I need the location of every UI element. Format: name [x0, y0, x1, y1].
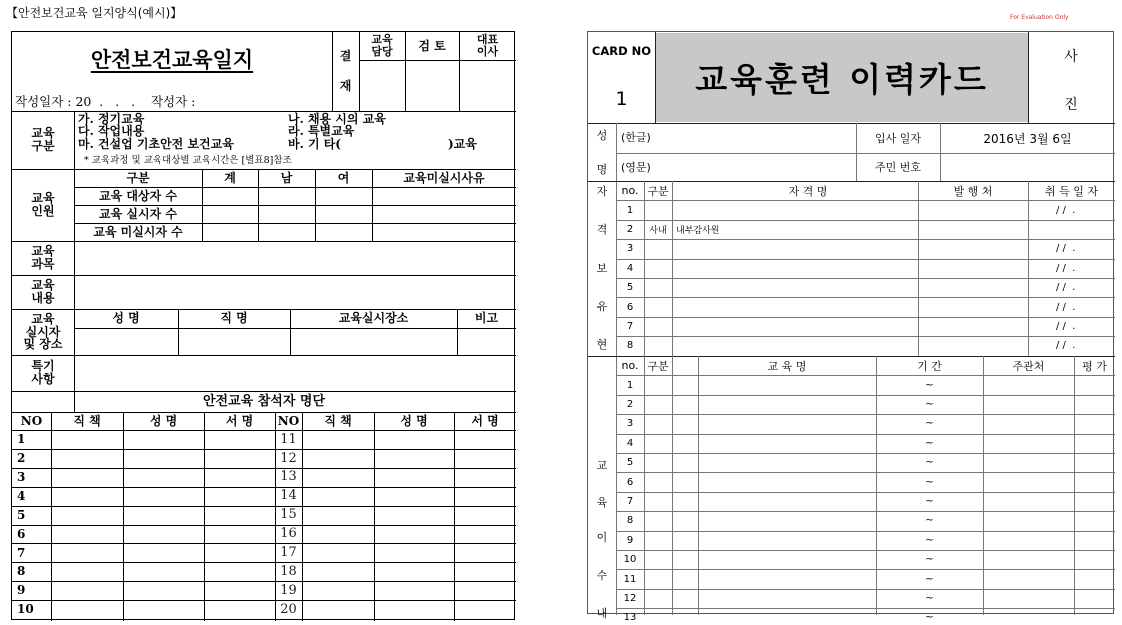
people-head-total: 계 [224, 170, 236, 185]
edu-row-no: 8 [626, 515, 634, 527]
instructor-head-name: 성 명 [112, 311, 140, 326]
edu-row-period[interactable]: ~ [925, 534, 934, 546]
roster-cell-sign[interactable] [454, 543, 516, 562]
edu-row-period[interactable]: ~ [925, 515, 934, 527]
roster-no-left: 5 [17, 507, 26, 522]
roster-cell-name[interactable] [123, 525, 204, 544]
cert-row-no: 5 [626, 282, 634, 294]
roster-cell-name[interactable] [123, 449, 204, 468]
roster-no-right: 12 [280, 450, 297, 466]
roster-no-right: 11 [280, 431, 297, 447]
people-label: 교육 인원 [31, 191, 55, 218]
hire-date-value[interactable]: 2016년 3월 6일 [983, 131, 1072, 146]
roster-cell-position[interactable] [51, 562, 123, 581]
roster-cell-position[interactable] [51, 430, 123, 449]
name-side-1: 성 [596, 129, 608, 142]
roster-no-right: 14 [280, 488, 297, 504]
type-regular[interactable]: 가. 정기교육 [78, 112, 145, 126]
type-construction[interactable]: 마. 건설업 기초안전 보건교육 [78, 136, 234, 151]
cert-row-date[interactable]: / / . [1056, 243, 1076, 255]
roster-cell-position[interactable] [302, 562, 374, 581]
roster-cell-sign[interactable] [204, 487, 275, 506]
cert-side-label: 격 [596, 223, 608, 237]
edu-row-period[interactable]: ~ [925, 573, 934, 585]
people-row-absent: 교육 미실시자 수 [93, 224, 183, 239]
cert-row-type[interactable]: 사내 [649, 225, 667, 236]
cert-row-date[interactable]: / / . [1056, 320, 1076, 332]
roster-no-left: 1 [17, 432, 26, 447]
roster-cell-sign[interactable] [454, 525, 516, 544]
edu-head-organizer: 주관처 [1012, 359, 1045, 373]
roster-cell-position[interactable] [302, 581, 374, 600]
roster-cell-name[interactable] [374, 430, 454, 449]
roster-no-left: 3 [17, 469, 26, 484]
roster-cell-sign[interactable] [204, 525, 275, 544]
card-no-value[interactable]: 1 [615, 88, 628, 110]
content-field[interactable] [74, 275, 516, 309]
cert-head-name: 자 격 명 [788, 184, 828, 198]
roster-no-right: 13 [280, 469, 297, 485]
edu-head-name: 교 육 명 [767, 359, 807, 373]
cert-side-label: 현 [596, 337, 608, 351]
hire-date-label: 입사 일자 [874, 132, 921, 145]
edu-side-label: 교 [596, 458, 608, 472]
cert-row-date[interactable]: / / . [1056, 301, 1076, 313]
roster-no-right: 20 [280, 601, 297, 617]
cert-row-type[interactable] [644, 317, 672, 336]
edu-head-no: no. [621, 359, 639, 373]
cert-side-label: 자 [596, 184, 608, 198]
type-work-content[interactable]: 다. 작업내용 [78, 124, 145, 138]
roster-head-position-right: 직 책 [324, 413, 352, 428]
roster-cell-position[interactable] [302, 525, 374, 544]
subject-field[interactable] [74, 241, 516, 275]
roster-cell-sign[interactable] [204, 468, 275, 487]
roster-cell-name[interactable] [374, 487, 454, 506]
roster-cell-position[interactable] [51, 600, 123, 619]
roster-no-right: 19 [280, 582, 297, 598]
roster-no-right: 15 [280, 507, 297, 523]
id-number-label: 주민 번호 [874, 161, 921, 174]
photo-label-1: 사 [1064, 49, 1078, 65]
roster-head-position: 직 책 [73, 413, 101, 428]
roster-cell-sign[interactable] [204, 581, 275, 600]
roster-cell-position[interactable] [302, 487, 374, 506]
cert-row-no: 2 [626, 223, 634, 235]
cert-row-date[interactable]: / / . [1056, 340, 1076, 352]
approval-sign-review[interactable] [405, 60, 459, 111]
name-side-2: 명 [596, 163, 608, 176]
roster-cell-sign[interactable] [454, 581, 516, 600]
edu-row-no: 13 [623, 612, 637, 624]
roster-no-left: 8 [17, 564, 26, 579]
roster-no-left: 9 [17, 583, 26, 598]
log-title: 안전보건교육일지 [90, 46, 254, 72]
roster-cell-position[interactable] [302, 449, 374, 468]
roster-head-sign-right: 서 명 [471, 413, 499, 428]
edu-row-period[interactable]: ~ [925, 592, 934, 604]
safety-education-log-form [11, 31, 515, 620]
type-hiring[interactable]: 나. 채용 시의 교육 [288, 112, 386, 126]
roster-no-left: 7 [17, 545, 26, 560]
roster-cell-name[interactable] [374, 506, 454, 525]
cert-head-issuer: 발 행 처 [953, 184, 993, 198]
edu-row-no: 5 [626, 457, 634, 469]
cert-row-type[interactable] [644, 278, 672, 297]
cert-row-type[interactable] [644, 239, 672, 258]
cert-row-no: 3 [626, 243, 634, 255]
roster-cell-sign[interactable] [204, 543, 275, 562]
roster-cell-name[interactable] [123, 487, 204, 506]
roster-head-sign: 서 명 [225, 413, 254, 428]
edu-row-period[interactable]: ~ [925, 554, 934, 566]
cert-head-date: 취 득 일 자 [1045, 184, 1098, 198]
people-row-attended: 교육 실시자 수 [99, 206, 177, 221]
instructor-head-place: 교육실시장소 [338, 311, 409, 326]
cert-row-date[interactable]: / / . [1056, 282, 1076, 294]
edu-row-no: 11 [623, 573, 637, 585]
edu-side-label: 육 [596, 496, 608, 510]
roster-cell-name[interactable] [374, 468, 454, 487]
roster-cell-sign[interactable] [204, 430, 275, 449]
edu-row-no: 7 [626, 495, 634, 507]
edu-row-no: 6 [626, 476, 634, 488]
name-korean-label: (한글) [621, 131, 651, 144]
roster-cell-position[interactable] [51, 581, 123, 600]
cert-row-no: 1 [626, 204, 634, 216]
roster-cell-name[interactable] [123, 543, 204, 562]
approval-head-review: 검 토 [418, 38, 446, 53]
roster-cell-position[interactable] [302, 468, 374, 487]
approval-label-2: 재 [339, 78, 352, 93]
roster-cell-position[interactable] [302, 543, 374, 562]
roster-cell-sign[interactable] [204, 562, 275, 581]
name-english-label: (영문) [621, 161, 651, 174]
cert-row-date[interactable]: / / . [1056, 262, 1076, 274]
roster-cell-sign[interactable] [204, 506, 275, 525]
roster-cell-position[interactable] [302, 430, 374, 449]
people-head-category: 구분 [126, 170, 150, 185]
cert-row-date[interactable]: / / . [1056, 204, 1076, 216]
roster-head-name: 성 명 [149, 413, 178, 428]
type-other-suffix: )교육 [448, 136, 477, 151]
edu-head-evaluation: 평 가 [1082, 359, 1107, 373]
people-row-target: 교육 대상자 수 [99, 188, 177, 203]
edu-row-no: 9 [626, 534, 634, 546]
cert-row-no: 7 [626, 320, 634, 332]
cert-head-type: 구분 [647, 184, 669, 198]
edu-row-no: 12 [623, 592, 637, 604]
cert-row-no: 4 [626, 262, 634, 274]
type-label: 교육 구분 [31, 126, 55, 153]
date-author-line: 작성일자 : 20 . . . 작성자 : [15, 94, 196, 109]
roster-cell-position[interactable] [51, 543, 123, 562]
edu-row-no: 3 [626, 418, 634, 430]
approval-sign-staff[interactable] [359, 60, 405, 111]
people-head-male: 남 [280, 170, 293, 185]
cert-side-label: 보 [596, 262, 608, 276]
roster-cell-name[interactable] [374, 581, 454, 600]
cert-row-no: 8 [626, 340, 634, 352]
subject-label: 교육 과목 [31, 244, 55, 271]
roster-cell-sign[interactable] [204, 449, 275, 468]
roster-no-left: 4 [17, 488, 26, 503]
people-head-reason: 교육미실시사유 [403, 170, 485, 185]
cert-row-type[interactable] [644, 297, 672, 316]
roster-cell-position[interactable] [302, 506, 374, 525]
roster-cell-name[interactable] [374, 562, 454, 581]
roster-cell-name[interactable] [123, 506, 204, 525]
roster-cell-name[interactable] [374, 600, 454, 619]
roster-no-right: 17 [280, 545, 297, 561]
edu-head-type: 구분 [647, 359, 669, 373]
roster-cell-name[interactable] [123, 600, 204, 619]
special-label: 특기 사항 [31, 359, 55, 386]
edu-row-no: 4 [626, 437, 634, 449]
instructor-label: 교육 실시자 및 장소 [23, 312, 63, 352]
roster-cell-sign[interactable] [454, 487, 516, 506]
roster-head-no: NO [20, 413, 43, 428]
roster-no-left: 2 [17, 451, 26, 466]
roster-no-right: 18 [280, 563, 297, 579]
edu-row-period[interactable]: ~ [925, 612, 934, 624]
roster-cell-name[interactable] [123, 430, 204, 449]
roster-cell-position[interactable] [51, 468, 123, 487]
roster-cell-sign[interactable] [454, 449, 516, 468]
approval-head-ceo: 대표 이사 [476, 33, 499, 58]
edu-side-label: 이 [596, 531, 608, 545]
roster-cell-name[interactable] [374, 449, 454, 468]
edu-row-period[interactable]: ~ [925, 495, 934, 507]
cert-side-label: 유 [596, 300, 608, 314]
roster-no-right: 16 [280, 526, 297, 542]
approval-sign-ceo[interactable] [459, 60, 516, 111]
roster-cell-name[interactable] [123, 468, 204, 487]
edu-row-period[interactable]: ~ [925, 437, 934, 449]
roster-cell-sign[interactable] [454, 600, 516, 619]
roster-cell-position[interactable] [51, 506, 123, 525]
photo-label-2: 진 [1064, 97, 1078, 113]
edu-head-period: 기 간 [917, 359, 942, 373]
people-head-female: 여 [337, 170, 350, 185]
card-no-label: CARD NO [591, 44, 652, 58]
roster-cell-name[interactable] [374, 543, 454, 562]
roster-cell-sign[interactable] [454, 562, 516, 581]
edu-row-no: 10 [623, 554, 637, 566]
roster-cell-sign[interactable] [454, 506, 516, 525]
page-caption: 【안전보건교육 일지양식(예시)】 [6, 6, 183, 20]
cert-row-type[interactable] [644, 259, 672, 278]
edu-side-label: 수 [596, 569, 608, 583]
roster-cell-name[interactable] [123, 562, 204, 581]
approval-head-staff: 교육 담당 [371, 33, 393, 58]
edu-side-label: 내 [596, 607, 608, 621]
approval-label-1: 결 [339, 48, 352, 63]
instructor-head-title: 직 명 [220, 311, 248, 326]
roster-cell-name[interactable] [123, 581, 204, 600]
special-field[interactable] [74, 355, 516, 391]
edu-row-no: 1 [626, 379, 634, 391]
roster-no-left: 10 [17, 602, 34, 617]
roster-title: 안전교육 참석자 명단 [202, 393, 326, 409]
roster-cell-sign[interactable] [204, 600, 275, 619]
roster-cell-position[interactable] [302, 600, 374, 619]
type-note: * 교육과정 및 교육대상별 교육시간은 [별표8]참조 [84, 154, 292, 166]
edu-row-period[interactable]: ~ [925, 379, 934, 391]
type-other[interactable]: 바. 기 타( [288, 136, 341, 151]
roster-cell-sign[interactable] [454, 468, 516, 487]
cert-row-name[interactable]: 내부감사원 [676, 225, 720, 236]
type-special[interactable]: 라. 특별교육 [288, 124, 355, 138]
roster-head-name-right: 성 명 [400, 413, 428, 428]
edu-row-period[interactable]: ~ [925, 476, 934, 488]
instructor-head-note: 비고 [474, 311, 499, 326]
edu-row-period[interactable]: ~ [925, 398, 934, 410]
roster-cell-name[interactable] [374, 525, 454, 544]
roster-cell-position[interactable] [51, 449, 123, 468]
cert-row-type[interactable] [644, 336, 672, 355]
edu-row-period[interactable]: ~ [925, 457, 934, 469]
roster-cell-position[interactable] [51, 525, 123, 544]
card-title: 교육훈련 이력카드 [695, 60, 989, 99]
roster-head-no-right: NO [277, 413, 300, 428]
cert-row-type[interactable] [644, 200, 672, 219]
training-history-card [587, 31, 1114, 624]
edu-row-no: 2 [626, 398, 634, 410]
cert-head-no: no. [621, 184, 639, 198]
edu-row-period[interactable]: ~ [925, 418, 934, 430]
corner-note: For Evaluation Only [1010, 14, 1069, 21]
content-label: 교육 내용 [31, 278, 55, 305]
roster-cell-sign[interactable] [454, 430, 516, 449]
cert-row-no: 6 [626, 301, 634, 313]
roster-no-left: 6 [17, 526, 26, 541]
roster-cell-position[interactable] [51, 487, 123, 506]
